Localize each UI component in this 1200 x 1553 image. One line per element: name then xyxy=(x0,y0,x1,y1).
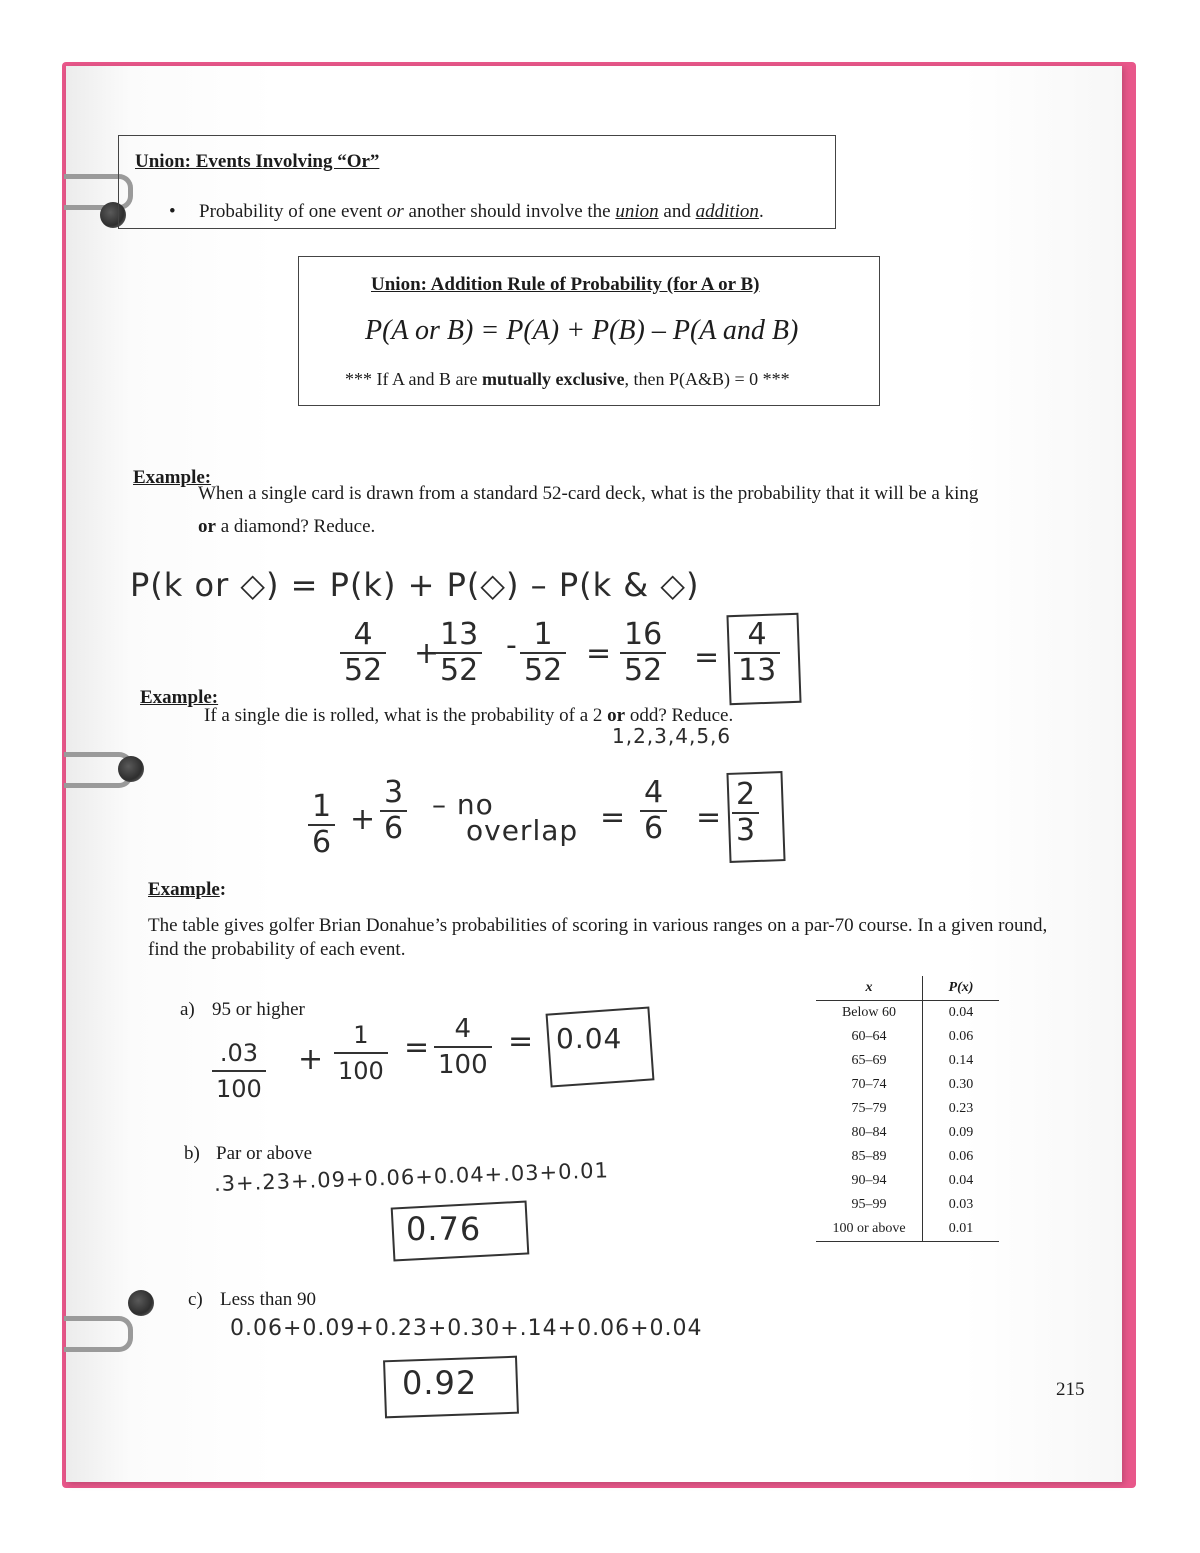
binder-ring-bottom xyxy=(64,1316,133,1352)
table-row xyxy=(816,1097,999,1121)
union-section-box xyxy=(118,135,836,229)
table-row xyxy=(816,1121,999,1145)
table-row xyxy=(816,1049,999,1073)
bullet-dot: • xyxy=(169,201,176,222)
table-cell-x: 95–99 xyxy=(816,1193,923,1217)
example1-label: Example: xyxy=(133,467,212,488)
section-title: Union: Events Involving “Or” xyxy=(135,151,380,172)
table-cell-p: 0.03 xyxy=(948,1197,974,1212)
ex1-op-1: + xyxy=(414,636,440,671)
ex2-answer-fraction: $\frac{2}{3}$ xyxy=(732,778,759,848)
table-row xyxy=(816,1025,999,1049)
table-row xyxy=(816,1001,999,1026)
table-cell-p: 0.30 xyxy=(948,1077,974,1092)
part-a-fraction-3: $\frac{4}{100}$ xyxy=(434,1012,492,1082)
table-cell-p: 0.04 xyxy=(948,1005,974,1020)
example2-outcomes: 1,2,3,4,5,6 xyxy=(612,724,732,748)
part-c-label: c) xyxy=(188,1289,203,1310)
ex1-answer-fraction: $\frac{4}{13}$ xyxy=(734,618,780,688)
page-number: 215 xyxy=(1056,1379,1085,1400)
table-cell-x: 75–79 xyxy=(816,1097,923,1121)
table-row xyxy=(816,1145,999,1169)
golf-probability-table xyxy=(816,976,999,1242)
punch-hole-bottom xyxy=(128,1290,154,1316)
part-a-op-1: + xyxy=(298,1042,324,1077)
example3-intro: The table gives golfer Brian Donahue’s probabilities of scoring in various ranges on a par-70 course. In a given round, find the probability of each event. xyxy=(148,915,1048,960)
table-cell-x: 85–89 xyxy=(816,1145,923,1169)
rule-title: Union: Addition Rule of Probability (for A or B) xyxy=(371,274,760,295)
example2-question: If a single die is rolled, what is the probability of a 2 or odd? Reduce. xyxy=(204,705,734,726)
ex1-op-4: = xyxy=(694,640,720,675)
part-a-answer: 0.04 xyxy=(556,1022,623,1055)
table-row xyxy=(816,1073,999,1097)
part-a-fraction-2: $\frac{1}{100}$ xyxy=(334,1018,388,1088)
table-row xyxy=(816,1169,999,1193)
table-cell-p: 0.06 xyxy=(948,1029,974,1044)
part-a-op-2: = xyxy=(404,1030,430,1065)
rule-note: *** If A and B are mutually exclusive, then P(A&B) = 0 *** xyxy=(345,369,790,389)
part-c-work: 0.06+0.09+0.23+0.30+.14+0.06+0.04 xyxy=(230,1316,703,1341)
example3-label: Example: xyxy=(148,879,227,900)
part-a-fraction-1: $\frac{.03}{100}$ xyxy=(212,1036,266,1106)
ex2-no-overlap-2: overlap xyxy=(466,814,579,847)
ex2-fraction-2: $\frac{3}{6}$ xyxy=(380,776,407,846)
table-row xyxy=(816,1193,999,1217)
part-c-text: Less than 90 xyxy=(220,1289,317,1310)
table-cell-x: 65–69 xyxy=(816,1049,923,1073)
part-b-label: b) xyxy=(184,1143,200,1164)
addition-rule-box xyxy=(298,256,880,406)
example1-handwritten-setup: P(k or ◇) = P(k) + P(◇) – P(k & ◇) xyxy=(130,566,700,604)
table-header-px: P(x) xyxy=(923,976,1000,1001)
part-b-work: .3+.23+.09+0.06+0.04+.03+0.01 xyxy=(213,1158,610,1196)
ex1-fraction-1: $\frac{4}{52}$ xyxy=(340,618,386,688)
ex1-fraction-2: $\frac{13}{52}$ xyxy=(436,618,482,688)
ex2-fraction-1: $\frac{1}{6}$ xyxy=(308,790,335,860)
ex1-fraction-4: $\frac{16}{52}$ xyxy=(620,618,666,688)
table-cell-p: 0.23 xyxy=(948,1101,974,1116)
table-cell-p: 0.09 xyxy=(948,1125,974,1140)
table-cell-p: 0.01 xyxy=(923,1217,1000,1242)
table-cell-x: Below 60 xyxy=(816,1001,923,1026)
table-cell-p: 0.06 xyxy=(948,1149,974,1164)
part-a-op-3: = xyxy=(508,1024,534,1059)
punch-hole-middle xyxy=(118,756,144,782)
table-cell-x: 90–94 xyxy=(816,1169,923,1193)
ex2-fraction-3: $\frac{4}{6}$ xyxy=(640,776,667,846)
part-a-label: a) xyxy=(180,999,195,1020)
ex2-op-3: = xyxy=(696,800,722,835)
table-cell-p: 0.04 xyxy=(948,1173,974,1188)
example1-question-line2: or a diamond? Reduce. xyxy=(198,516,376,537)
table-cell-x: 100 or above xyxy=(816,1217,923,1242)
table-cell-p: 0.14 xyxy=(948,1053,974,1068)
part-c-answer: 0.92 xyxy=(402,1364,478,1402)
example2-label: Example: xyxy=(140,687,219,708)
ex2-op-2: = xyxy=(600,800,626,835)
ex1-op-2: - xyxy=(506,628,517,663)
ex1-fraction-3: $\frac{1}{52}$ xyxy=(520,618,566,688)
part-a-text: 95 or higher xyxy=(212,999,305,1020)
table-cell-x: 60–64 xyxy=(816,1025,923,1049)
ex2-op-1: + xyxy=(350,802,376,837)
table-header-row xyxy=(816,976,999,1001)
part-b-text: Par or above xyxy=(216,1143,313,1164)
rule-formula: P(A or B) = P(A) + P(B) – P(A and B) xyxy=(365,315,799,346)
ex1-op-3: = xyxy=(586,636,612,671)
part-b-answer: 0.76 xyxy=(406,1210,482,1248)
ex2-no-overlap-1: – no xyxy=(432,788,494,821)
table-cell-x: 70–74 xyxy=(816,1073,923,1097)
table-row xyxy=(816,1217,999,1242)
table-header-x: x xyxy=(816,976,923,1001)
example1-question-line1: When a single card is drawn from a standard 52-card deck, what is the probability that it will be a king xyxy=(198,483,979,504)
bullet-text: Probability of one event or another should involve the union and addition. xyxy=(199,201,764,222)
table-cell-x: 80–84 xyxy=(816,1121,923,1145)
